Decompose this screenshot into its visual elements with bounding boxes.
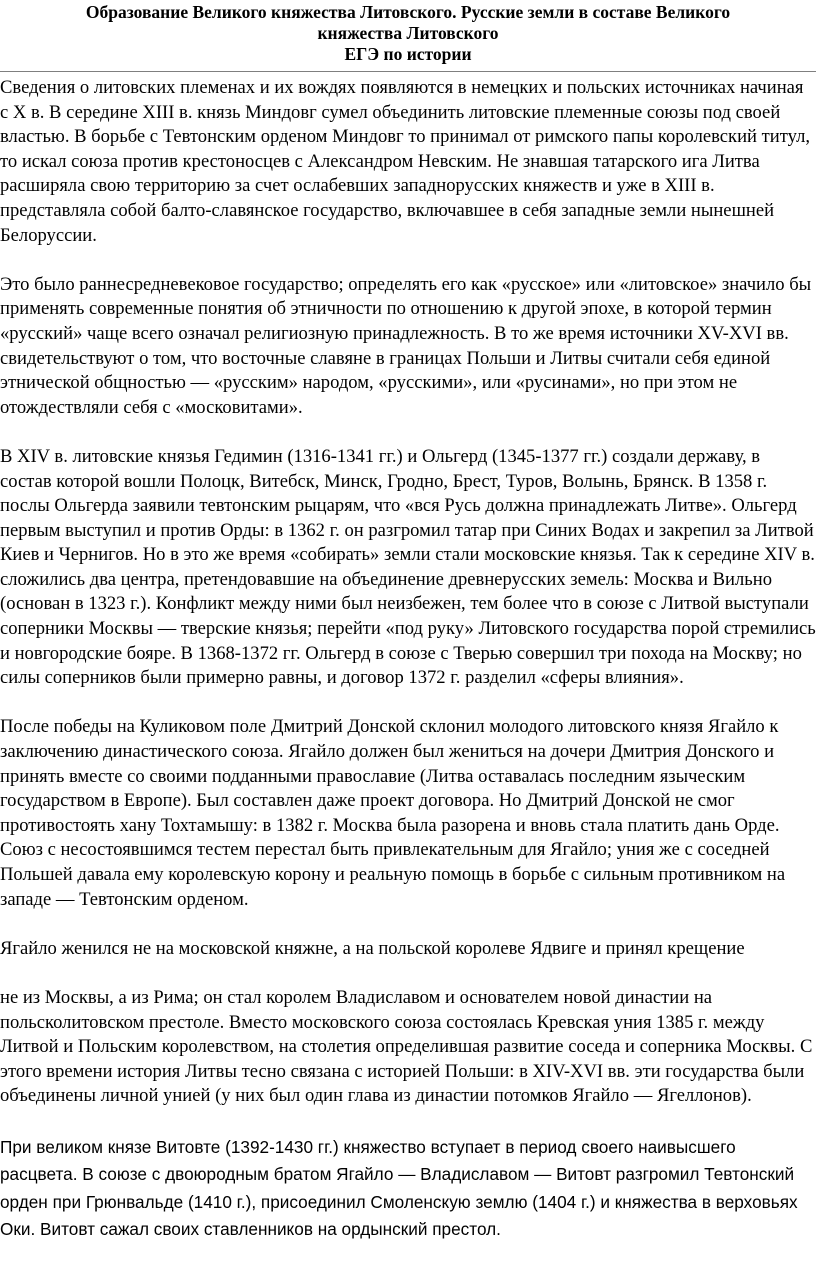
paragraph-jogaila-marriage: Ягайло женился не на московской княжне, а на польской королеве Ядвиге и принял крещение <box>0 937 745 959</box>
paragraph-krewo-union: не из Москвы, а из Рима; он стал королем Владиславом и основателем новой династии на польсколитовском престоле. Вместо московского союза состоялась Кревская уния 1385 г. между Литвой и Польским королевством, на столетия определившая развитие соседа и соперника Москвы. С этого времени история Литвы тесно связана с историей Польши: в XIV-XVI вв. эти государства были объединены личной унией (у них был один глава из династии потомков Ягайло — Ягеллонов). <box>0 986 813 1107</box>
page-subtitle: ЕГЭ по истории <box>344 44 472 64</box>
document-header <box>0 2 816 65</box>
document-body <box>0 76 816 1268</box>
paragraph-lithuanian-tribes: Сведения о литовских племенах и их вождях появляются в немецких и польских источниках начиная с X в. В середине XIII в. князь Миндовг сумел объединить литовские племенные союзы под своей властью. В борьбе с Тевтонским орденом Миндовг то принимал от римского папы королевский титул, то искал союза против крестоносцев с Александром Невским. Не знавшая татарского ига Литва расширяла свою территорию за счет ослабевших западнорусских княжеств и уже в XIII в. представляла собой балто-славянское государство, включавшее в себя западные земли нынешней Белоруссии. <box>0 77 811 246</box>
paragraph-early-medieval-state: Это было раннесредневековое государство; определять его как «русское» или «литовское» значило бы применять современные понятия об этничности по отношению к другой эпохе, в которой термин «русский» чаще всего означал религиозную принадлежность. В то же время источники XV-XVI вв. свидетельствуют о том, что восточные славяне в границах Польши и Литвы считали себя единой этнической общностью — «русским» народом, «русскими», или «русинами», но при этом не отождествляли себя с «московитами». <box>0 273 812 418</box>
page-title-continuation: княжества Литовского <box>317 23 499 43</box>
header-divider <box>0 71 816 72</box>
paragraph-gediminas-algirdas: В XIV в. литовские князья Гедимин (1316-1341 гг.) и Ольгерд (1345-1377 гг.) создали державу, в состав которой вошли Полоцк, Витебск, Минск, Гродно, Брест, Туров, Волынь, Брянск. В 1358 г. послы Ольгерда заявили тевтонским рыцарям, что «вся Русь должна принадлежать Литве». Ольгерд первым выступил и против Орды: в 1362 г. он разгромил татар при Синих Водах и закрепил за Литвой Киев и Чернигов. Но в это же время «собирать» земли стали московские князья. Так к середине XIV в. сложились два центра, претендовавшие на объединение древнерусских земель: Москва и Вильно (основан в 1323 г.). Конфликт между ними был неизбежен, тем более что в союзе с Литвой выступали соперники Москвы — тверские князья; перейти «под руку» Литовского государства порой стремились и новгородские бояре. В 1368-1372 гг. Ольгерд в союзе с Тверью совершил три похода на Москву; но силы соперников были примерно равны, и договор 1372 г. разделил «сферы влияния». <box>0 445 816 689</box>
page-title: Образование Великого княжества Литовского. Русские земли в составе Великого <box>85 2 731 22</box>
paragraph-jogaila-union: После победы на Куликовом поле Дмитрий Донской склонил молодого литовского князя Ягайло к заключению династического союза. Ягайло должен был жениться на дочери Дмитрия Донского и принять вместе со своими подданными православие (Литва оставалась последним языческим государством в Европе). Был составлен даже проект договора. Но Дмитрий Донской не смог противостоять хану Тохтамышу: в 1382 г. Москва была разорена и вновь стала платить дань Орде. Союз с несостоявшимся тестем перестал быть привлекательным для Ягайло; уния же с соседней Польшей давала ему королевскую корону и реальную помощь в борьбе с сильным противником на западе — Тевтонским орденом. <box>0 716 786 910</box>
paragraph-vytautas: При великом князе Витовте (1392-1430 гг.) княжество вступает в период своего наивысшего расцвета. В союзе с двоюродным братом Ягайло — Владиславом — Витовт разгромил Тевтонский орден при Грюнвальде (1410 г.), присоединил Смоленскую землю (1404 г.) и княжества в верховьях Оки. Витовт сажал своих ставленников на ордынский престол. <box>0 1136 798 1240</box>
